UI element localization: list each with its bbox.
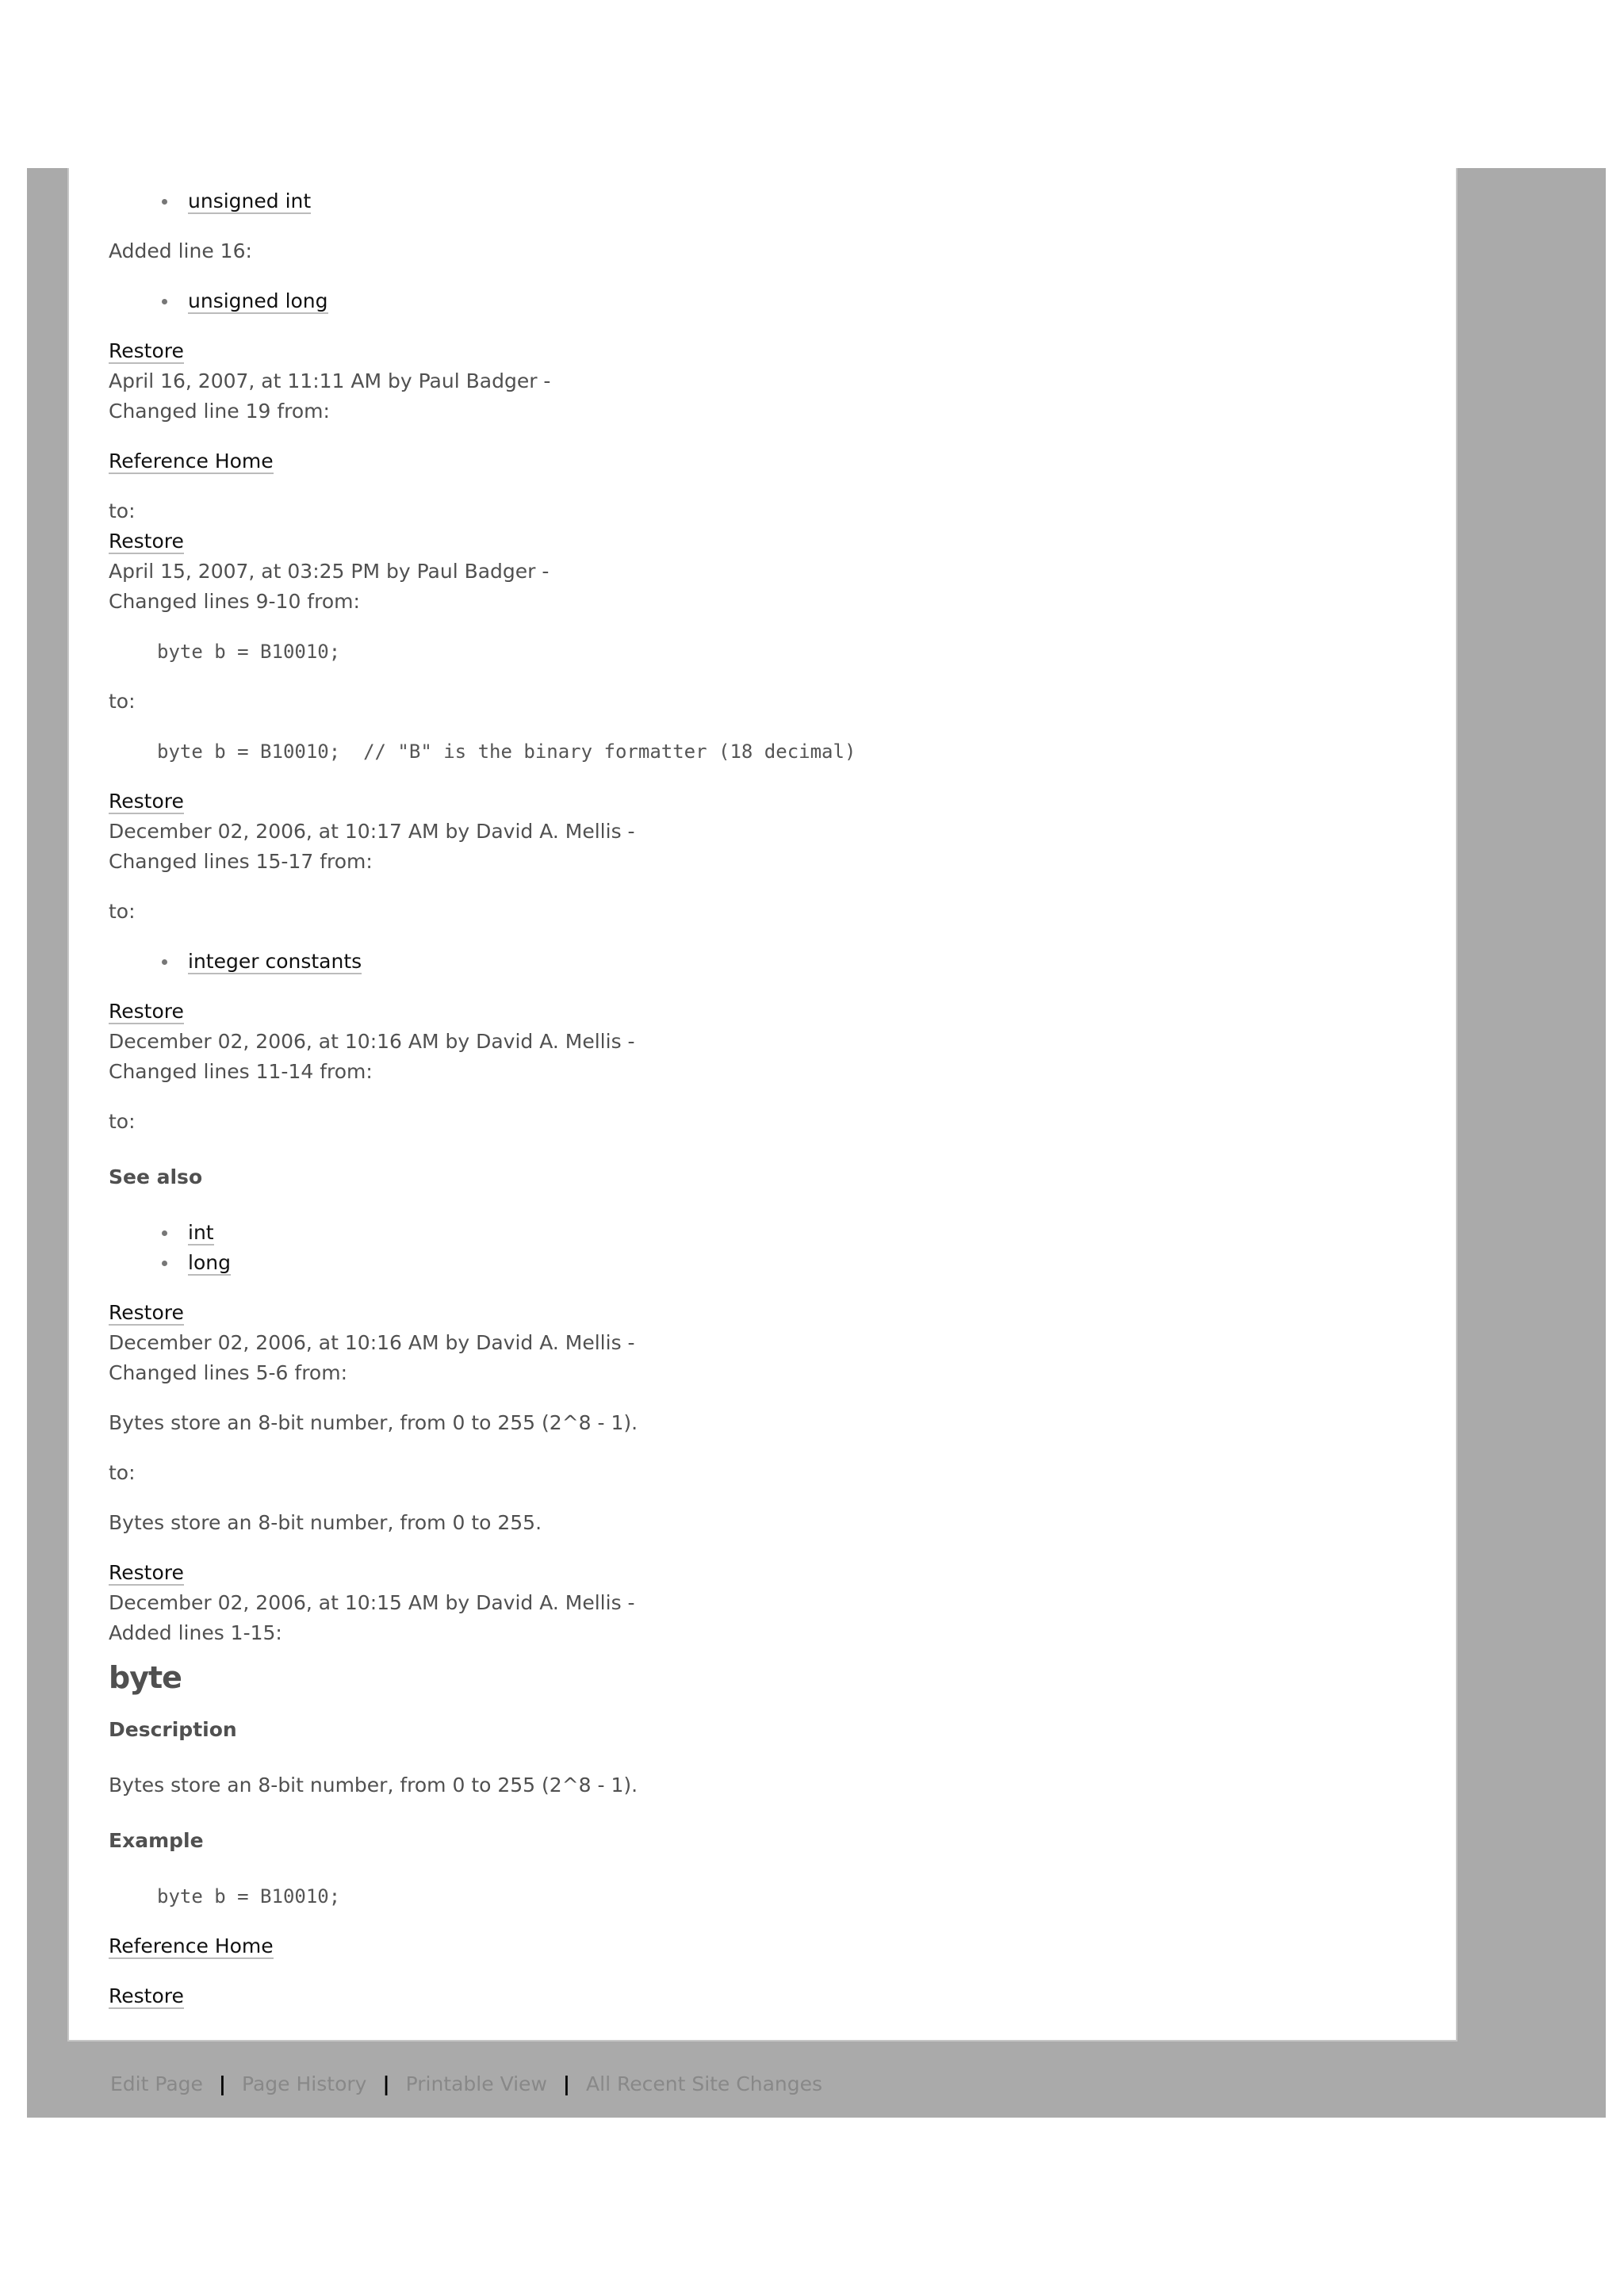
- link-unsigned-int[interactable]: unsigned int: [188, 189, 312, 212]
- revision-meta: December 02, 2006, at 10:17 AM by David A. Mellis -: [109, 820, 635, 843]
- restore-link[interactable]: Restore: [109, 790, 184, 813]
- revision-entry: [109, 786, 1416, 877]
- to-label: to:: [109, 900, 136, 923]
- link-unsigned-long[interactable]: unsigned long: [188, 289, 328, 312]
- code-block: byte b = B10010;: [157, 1885, 341, 1908]
- separator: |: [382, 2072, 390, 2095]
- link-integer-constants[interactable]: integer constants: [188, 950, 362, 973]
- revision-change: Added lines 1-15:: [109, 1621, 282, 1644]
- list-item: [188, 286, 1416, 316]
- revision-change: Changed lines 11-14 from:: [109, 1060, 373, 1083]
- list-item: [188, 186, 1416, 216]
- page-title: byte: [109, 1660, 182, 1695]
- description-heading: Description: [109, 1718, 237, 1741]
- restore-link[interactable]: Restore: [109, 1301, 184, 1324]
- link-int[interactable]: int: [188, 1221, 214, 1244]
- list-unsigned-long: [109, 286, 1416, 316]
- restore-link[interactable]: Restore: [109, 1000, 184, 1023]
- revision-change: Changed line 19 from:: [109, 400, 330, 423]
- see-also-list: [109, 1218, 1416, 1278]
- revision-meta: December 02, 2006, at 10:15 AM by David A. Mellis -: [109, 1591, 635, 1614]
- revision-change: Changed lines 5-6 from:: [109, 1361, 348, 1384]
- revision-entry: [109, 1298, 1416, 1388]
- list-item: [188, 1218, 1416, 1248]
- to-label: to:: [109, 499, 136, 522]
- added-line-16-text: Added line 16:: [109, 239, 252, 262]
- revision-entry: [109, 1558, 1416, 1648]
- description-text: Bytes store an 8-bit number, from 0 to 255 (2^8 - 1).: [109, 1774, 638, 1797]
- restore-link[interactable]: Restore: [109, 1984, 184, 2007]
- revision-meta: April 16, 2007, at 11:11 AM by Paul Badger -: [109, 369, 551, 392]
- restore-link[interactable]: Restore: [109, 1561, 184, 1584]
- code-block: byte b = B10010;: [157, 641, 341, 663]
- revision-entry: [109, 336, 1416, 427]
- restore-link[interactable]: Restore: [109, 339, 184, 362]
- to-text: Bytes store an 8-bit number, from 0 to 255.: [109, 1511, 542, 1534]
- code-block: byte b = B10010; // "B" is the binary formatter (18 decimal): [157, 740, 856, 763]
- restore-link[interactable]: Restore: [109, 530, 184, 553]
- link-reference-home[interactable]: Reference Home: [109, 450, 274, 473]
- see-also-list: [109, 947, 1416, 977]
- page-history-link[interactable]: Page History: [242, 2072, 367, 2095]
- edit-page-link[interactable]: Edit Page: [110, 2072, 203, 2095]
- from-text: Bytes store an 8-bit number, from 0 to 255 (2^8 - 1).: [109, 1411, 638, 1434]
- list-item: [188, 947, 1416, 977]
- revision-meta: December 02, 2006, at 10:16 AM by David A. Mellis -: [109, 1030, 635, 1053]
- revision-change: Changed lines 15-17 from:: [109, 850, 373, 873]
- footer-links: [110, 2069, 822, 2099]
- to-label: to:: [109, 1110, 136, 1133]
- list-top: [109, 186, 1416, 216]
- to-label: to:: [109, 690, 136, 713]
- separator: |: [562, 2072, 571, 2095]
- revision-meta: December 02, 2006, at 10:16 AM by David A. Mellis -: [109, 1331, 635, 1354]
- separator: |: [218, 2072, 227, 2095]
- page-content: [67, 168, 1457, 2042]
- revision-change: Changed lines 9-10 from:: [109, 590, 360, 613]
- list-item: [188, 1248, 1416, 1278]
- printable-view-link[interactable]: Printable View: [405, 2072, 547, 2095]
- example-heading: Example: [109, 1829, 204, 1852]
- revision-meta: April 15, 2007, at 03:25 PM by Paul Badger -: [109, 560, 550, 583]
- to-label: to:: [109, 1461, 136, 1484]
- link-long[interactable]: long: [188, 1251, 231, 1274]
- revision-entry: [109, 997, 1416, 1087]
- see-also-heading: See also: [109, 1165, 203, 1188]
- link-reference-home[interactable]: Reference Home: [109, 1934, 274, 1957]
- revision-entry: [109, 526, 1416, 617]
- recent-changes-link[interactable]: All Recent Site Changes: [586, 2072, 823, 2095]
